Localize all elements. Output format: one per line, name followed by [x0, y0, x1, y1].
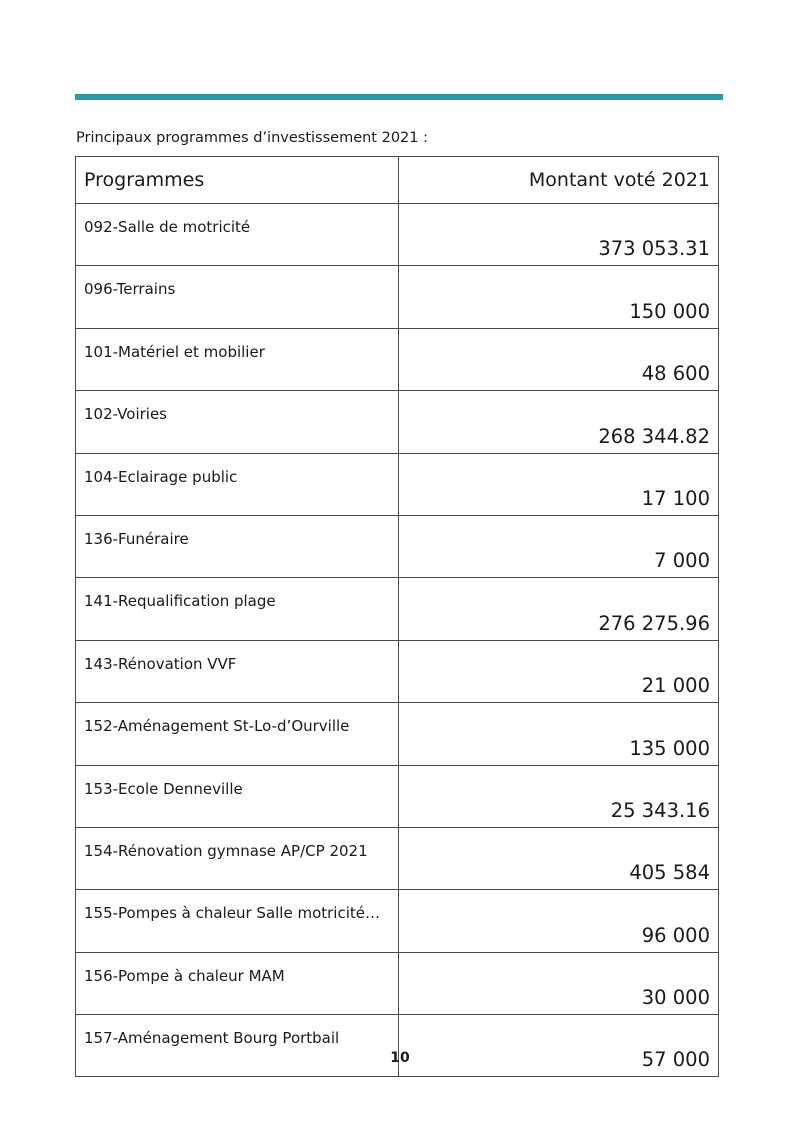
investment-programs-table — [75, 156, 719, 1077]
program-name: 153-Ecole Denneville — [76, 765, 399, 827]
table-row — [76, 640, 719, 702]
program-name: 152-Aménagement St-Lo-d’Ourville — [76, 703, 399, 765]
program-amount: 17 100 — [399, 453, 719, 515]
table-row — [76, 266, 719, 328]
table-row — [76, 952, 719, 1014]
program-amount: 373 053.31 — [399, 204, 719, 266]
table-row — [76, 827, 719, 889]
program-name: 155-Pompes à chaleur Salle motricité… — [76, 890, 399, 952]
section-intro: Principaux programmes d’investissement 2021 : — [76, 130, 429, 146]
table-row — [76, 204, 719, 266]
program-amount: 405 584 — [399, 827, 719, 889]
table-row — [76, 703, 719, 765]
program-name: 092-Salle de motricité — [76, 204, 399, 266]
program-amount: 7 000 — [399, 515, 719, 577]
program-amount: 48 600 — [399, 328, 719, 390]
program-amount: 150 000 — [399, 266, 719, 328]
table-header-row — [76, 157, 719, 204]
program-name: 136-Funéraire — [76, 515, 399, 577]
program-name: 101-Matériel et mobilier — [76, 328, 399, 390]
program-amount: 25 343.16 — [399, 765, 719, 827]
table-row — [76, 578, 719, 640]
program-amount: 30 000 — [399, 952, 719, 1014]
program-name: 156-Pompe à chaleur MAM — [76, 952, 399, 1014]
program-amount: 21 000 — [399, 640, 719, 702]
program-amount: 135 000 — [399, 703, 719, 765]
table-row — [76, 328, 719, 390]
page-number: 10 — [390, 1050, 410, 1066]
table-row — [76, 515, 719, 577]
table-row — [76, 453, 719, 515]
header-rule — [75, 94, 723, 100]
program-name: 104-Eclairage public — [76, 453, 399, 515]
program-amount: 276 275.96 — [399, 578, 719, 640]
program-name: 154-Rénovation gymnase AP/CP 2021 — [76, 827, 399, 889]
header-montant: Montant voté 2021 — [399, 157, 719, 204]
table-row — [76, 765, 719, 827]
table-row — [76, 890, 719, 952]
table-row — [76, 1015, 719, 1077]
program-name: 102-Voiries — [76, 391, 399, 453]
program-name: 157-Aménagement Bourg Portbail — [76, 1015, 399, 1077]
table-row — [76, 391, 719, 453]
program-name: 096-Terrains — [76, 266, 399, 328]
program-amount: 57 000 — [399, 1015, 719, 1077]
program-name: 143-Rénovation VVF — [76, 640, 399, 702]
program-amount: 96 000 — [399, 890, 719, 952]
program-name: 141-Requalification plage — [76, 578, 399, 640]
header-programmes: Programmes — [76, 157, 399, 204]
program-amount: 268 344.82 — [399, 391, 719, 453]
